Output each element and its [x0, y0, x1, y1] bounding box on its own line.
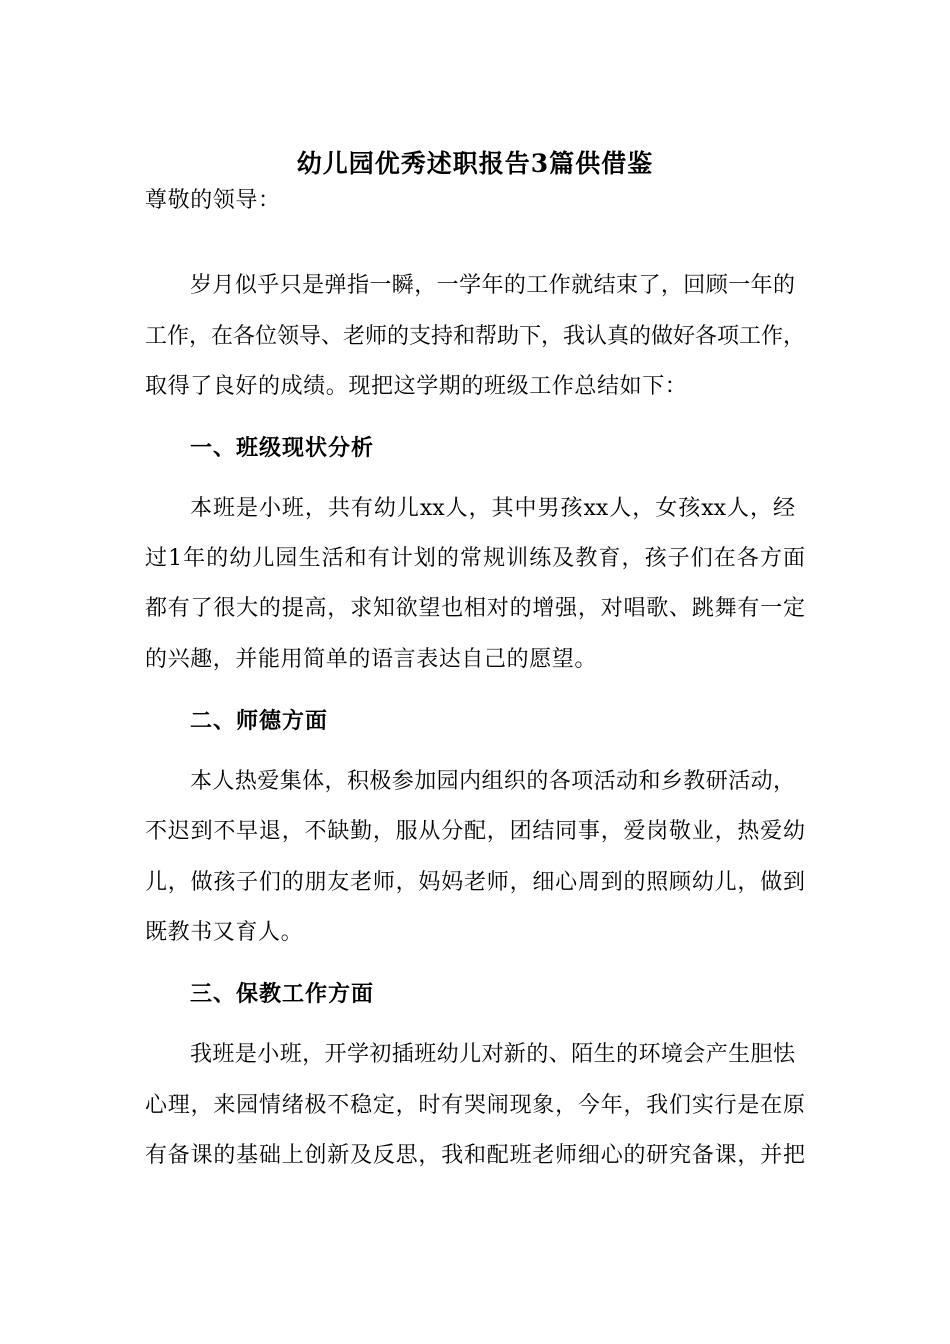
paragraph-1-line-2: 工作，在各位领导、老师的支持和帮助下，我认真的做好各项工作， — [145, 324, 806, 349]
paragraph-2-line-3: 都有了很大的提高，求知欲望也相对的增强，对唱歌、跳舞有一定 — [145, 596, 805, 621]
document-title: 幼儿园优秀述职报告3篇供借鉴 — [296, 149, 654, 178]
section-heading-3: 三、保教工作方面 — [190, 981, 375, 1007]
paragraph-3-line-2: 不迟到不早退，不缺勤，服从分配，团结同事，爱岗敬业，热爱幼 — [145, 819, 805, 844]
paragraph-3-line-4: 既教书又育人。 — [145, 920, 304, 945]
paragraph-2-line-1: 本班是小班，共有幼儿xx人，其中男孩xx人，女孩xx人，经 — [190, 496, 795, 521]
paragraph-2-line-2: 过1年的幼儿园生活和有计划的常规训练及教育，孩子们在各方面 — [145, 546, 805, 571]
salutation: 尊敬的领导： — [145, 188, 281, 213]
paragraph-2-line-4: 的兴趣，并能用简单的语言表达自己的愿望。 — [145, 647, 598, 672]
paragraph-1-line-3: 取得了良好的成绩。现把这学期的班级工作总结如下： — [145, 374, 688, 399]
paragraph-1-line-1: 岁月似乎只是弹指一瞬，一学年的工作就结束了，回顾一年的 — [190, 273, 795, 298]
paragraph-3-line-1: 本人热爱集体，积极参加园内组织的各项活动和乡教研活动， — [190, 769, 795, 794]
paragraph-4-line-2: 心理，来园情绪极不稳定，时有哭闹现象，今年，我们实行是在原 — [145, 1093, 805, 1118]
section-heading-1: 一、班级现状分析 — [190, 435, 375, 461]
paragraph-4-line-1: 我班是小班，开学初插班幼儿对新的、陌生的环境会产生胆怯 — [190, 1042, 795, 1067]
section-heading-2: 二、师德方面 — [190, 708, 329, 734]
paragraph-3-line-3: 儿，做孩子们的朋友老师，妈妈老师，细心周到的照顾幼儿，做到 — [145, 870, 805, 895]
paragraph-4-line-3: 有备课的基础上创新及反思，我和配班老师细心的研究备课，并把 — [145, 1143, 805, 1168]
